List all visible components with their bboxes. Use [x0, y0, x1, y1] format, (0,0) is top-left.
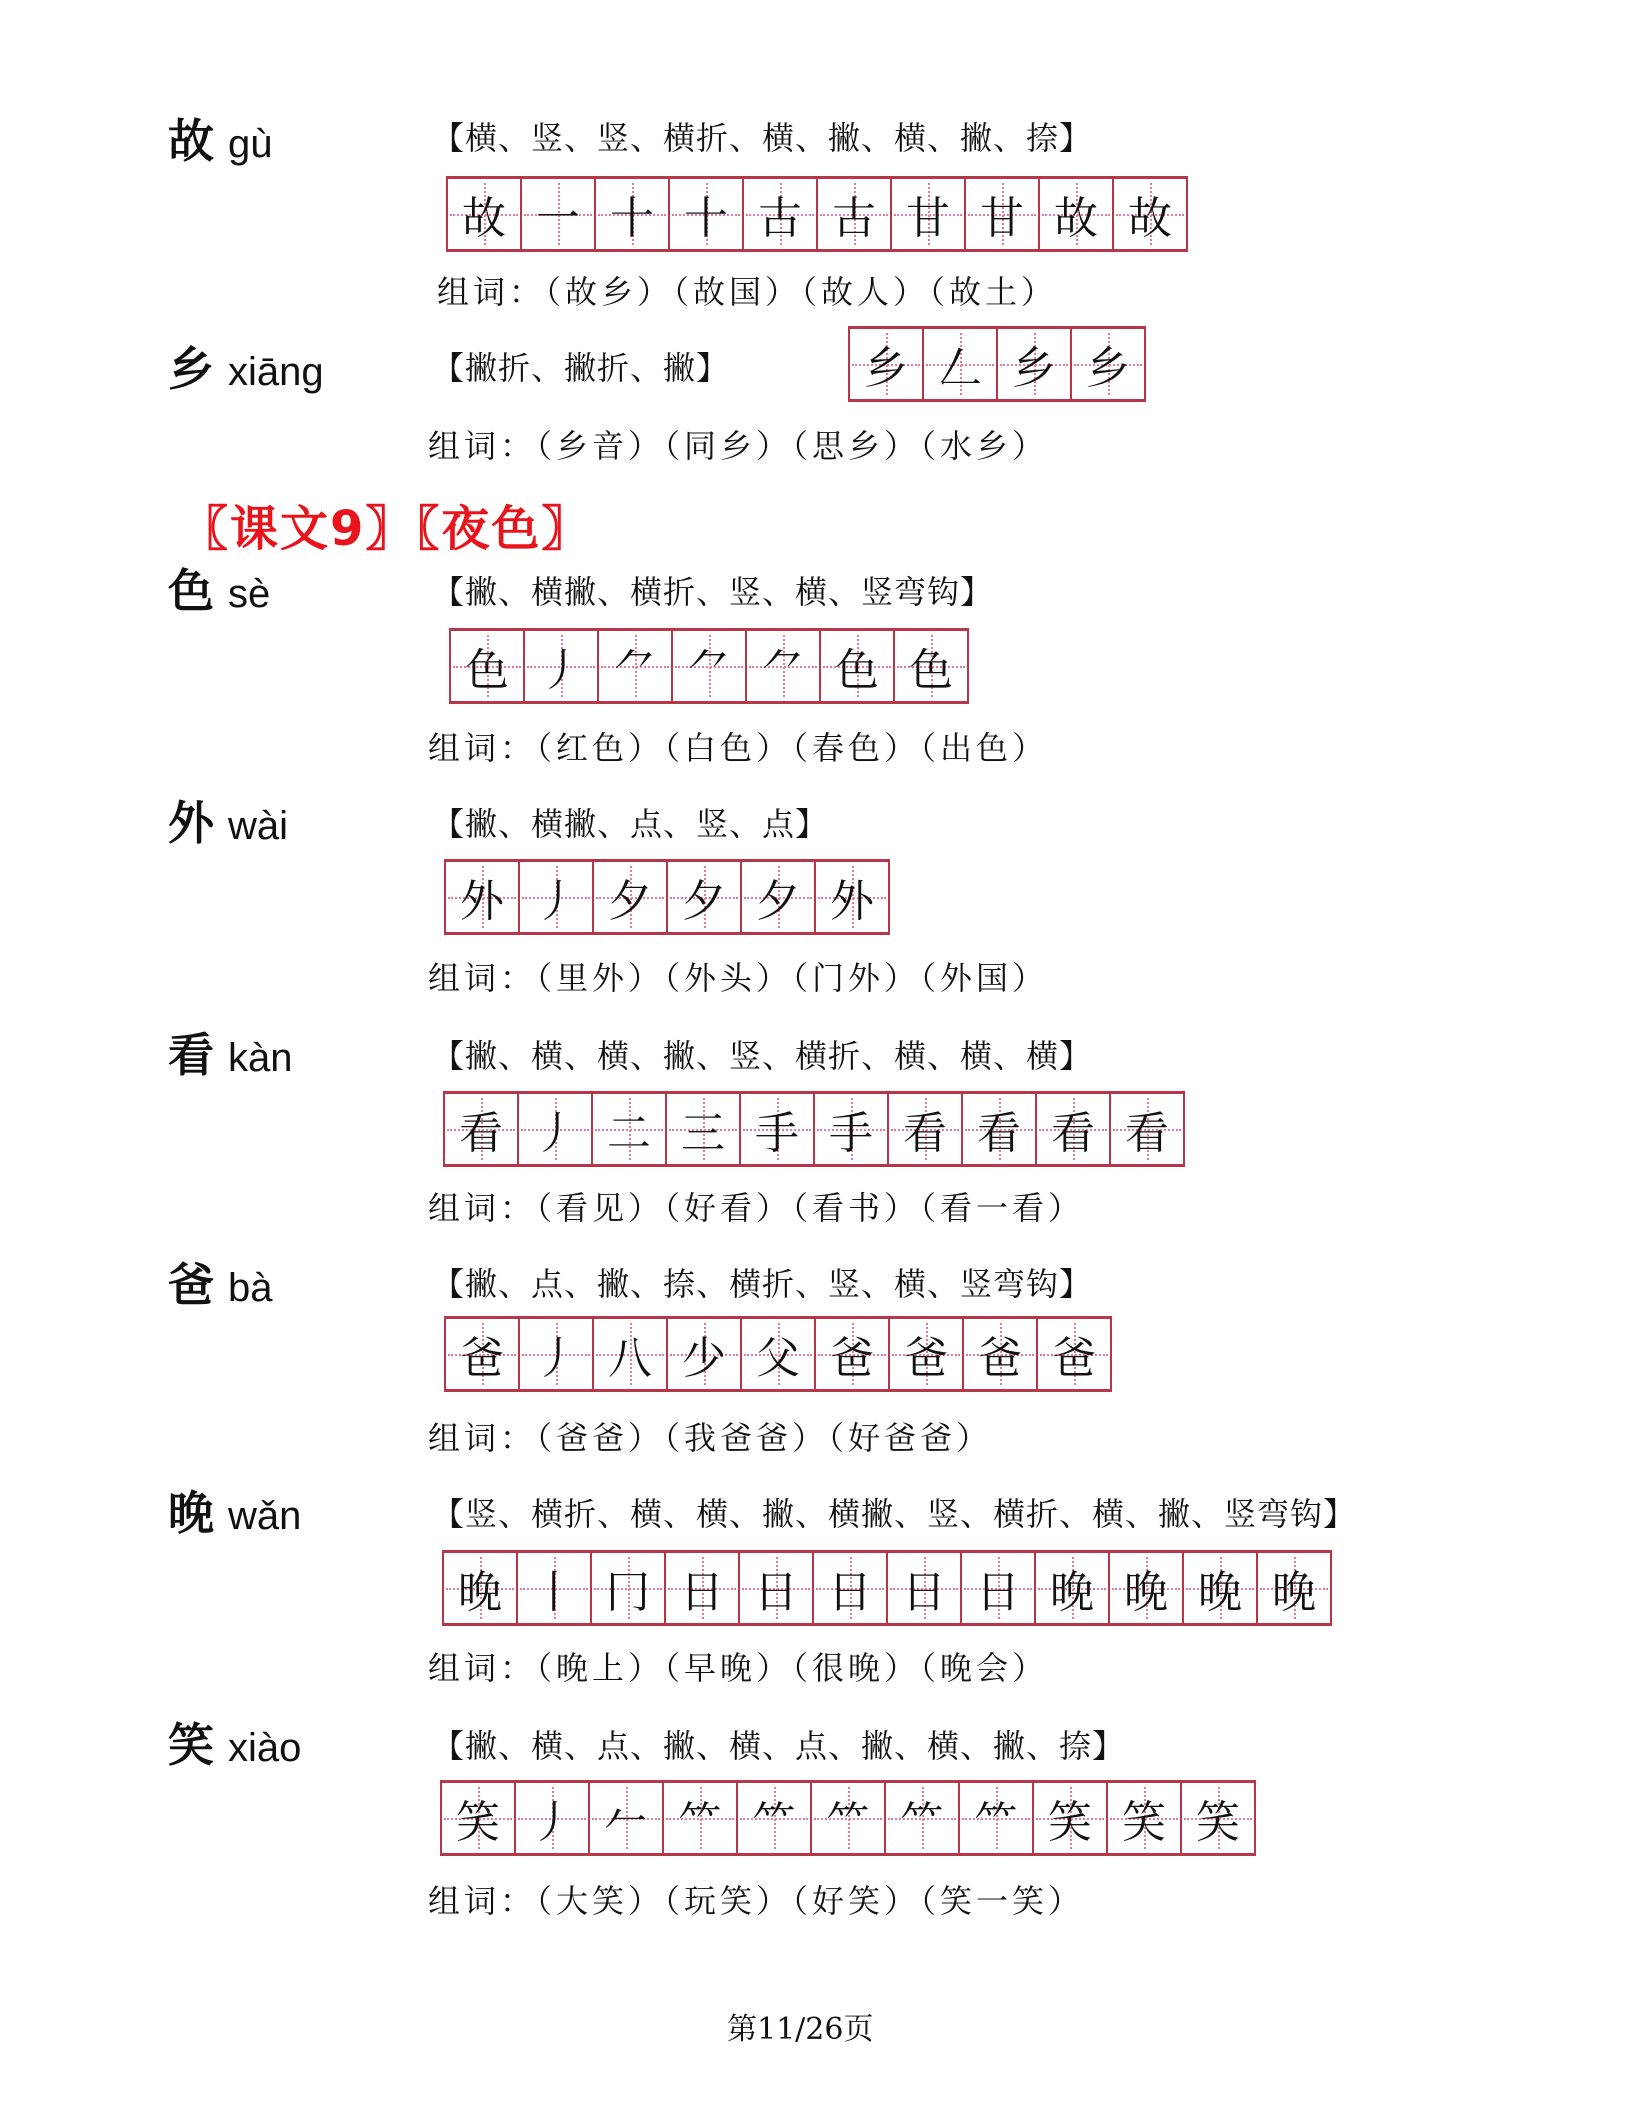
stroke-step-cell: [890, 1319, 964, 1389]
stroke-step-glyph: 笑: [456, 1797, 500, 1848]
stroke-step-cell: [895, 631, 969, 701]
stroke-order-text: 【撇、点、撇、捺、横折、竖、横、竖弯钩】: [432, 1265, 1093, 1303]
stroke-step-cell: [964, 1319, 1038, 1389]
stroke-step-glyph: 日: [828, 1567, 872, 1618]
stroke-step-glyph: 乡: [1012, 343, 1056, 394]
stroke-order-text: 【撇、横、点、撇、横、点、撇、横、撇、捺】: [432, 1727, 1126, 1765]
stroke-step-cell: [963, 1094, 1037, 1164]
stroke-step-cell: [962, 1553, 1036, 1623]
stroke-grid: [446, 176, 1188, 252]
stroke-step-cell: [664, 1783, 738, 1853]
stroke-step-cell: [522, 179, 596, 249]
stroke-step-glyph: ⺮: [752, 1797, 796, 1848]
stroke-step-cell: [670, 179, 744, 249]
stroke-step-cell: [741, 1094, 815, 1164]
stroke-step-cell: [1184, 1553, 1258, 1623]
stroke-step-cell: [1038, 1319, 1112, 1389]
stroke-step-cell: [738, 1783, 812, 1853]
entry-ba-header: [168, 1258, 273, 1312]
stroke-grid: [848, 326, 1146, 402]
stroke-step-glyph: 故: [1054, 193, 1098, 244]
entry-wai-header: [168, 796, 289, 850]
entry-se-header: [168, 564, 271, 618]
stroke-step-cell: [520, 862, 594, 932]
stroke-step-glyph: 外: [830, 876, 874, 927]
word-list: 组词：（里外）（外头）（门外）（外国）: [428, 959, 1049, 997]
stroke-step-glyph: 看: [1051, 1108, 1095, 1159]
stroke-step-glyph: 笑: [1196, 1797, 1240, 1848]
stroke-step-glyph: 晚: [458, 1567, 502, 1618]
stroke-step-glyph: 手: [755, 1108, 799, 1159]
stroke-step-glyph: 日: [680, 1567, 724, 1618]
entry-pinyin: wǎn: [228, 1494, 302, 1538]
stroke-step-glyph: ⺮: [900, 1797, 944, 1848]
entry-char: 笑: [168, 1718, 214, 1772]
stroke-step-cell: [666, 1553, 740, 1623]
stroke-step-glyph: 丿: [534, 1333, 578, 1384]
entry-pinyin: gù: [228, 122, 273, 166]
stroke-step-cell: [1182, 1783, 1256, 1853]
stroke-step-glyph: ⺈: [761, 645, 805, 696]
entry-pinyin: xiāng: [228, 350, 324, 394]
stroke-order-text: 【撇折、撇折、撇】: [432, 349, 730, 387]
stroke-grid: [444, 859, 890, 935]
stroke-step-cell: [814, 1553, 888, 1623]
stroke-step-cell: [446, 862, 520, 932]
stroke-step-cell: [821, 631, 895, 701]
stroke-step-cell: [740, 1553, 814, 1623]
stroke-step-cell: [593, 1094, 667, 1164]
stroke-step-glyph: 爸: [904, 1333, 948, 1384]
stroke-step-cell: [519, 1094, 593, 1164]
stroke-step-glyph: 笑: [1048, 1797, 1092, 1848]
entry-pinyin: wài: [228, 804, 289, 848]
stroke-step-glyph: 𠂉: [604, 1797, 648, 1848]
entry-pinyin: bà: [228, 1266, 273, 1310]
stroke-step-glyph: 三: [681, 1108, 725, 1159]
stroke-step-cell: [960, 1783, 1034, 1853]
stroke-step-glyph: 看: [459, 1108, 503, 1159]
word-list: 组词：（乡音）（同乡）（思乡）（水乡）: [428, 427, 1049, 465]
stroke-step-cell: [744, 179, 818, 249]
stroke-step-glyph: 爸: [1052, 1333, 1096, 1384]
stroke-step-cell: [445, 1094, 519, 1164]
word-list: 组词：（看见）（好看）（看书）（看一看）: [428, 1189, 1085, 1227]
stroke-step-glyph: ⺈: [613, 645, 657, 696]
stroke-step-glyph: 故: [462, 193, 506, 244]
stroke-step-glyph: 色: [465, 645, 509, 696]
stroke-step-glyph: 十: [610, 193, 654, 244]
stroke-step-cell: [924, 329, 998, 399]
stroke-step-cell: [594, 1319, 668, 1389]
stroke-step-cell: [888, 1553, 962, 1623]
stroke-step-cell: [818, 179, 892, 249]
stroke-step-glyph: 晚: [1198, 1567, 1242, 1618]
stroke-step-cell: [850, 329, 924, 399]
stroke-step-cell: [592, 1553, 666, 1623]
entry-char: 色: [168, 564, 214, 618]
stroke-step-cell: [596, 179, 670, 249]
stroke-step-glyph: 看: [1125, 1108, 1169, 1159]
entry-char: 看: [168, 1028, 214, 1082]
stroke-step-glyph: 父: [756, 1333, 800, 1384]
stroke-step-cell: [525, 631, 599, 701]
stroke-step-glyph: 乡: [1086, 343, 1130, 394]
stroke-step-cell: [816, 862, 890, 932]
stroke-step-cell: [451, 631, 525, 701]
word-list: 组词：（爸爸）（我爸爸）（好爸爸）: [428, 1419, 993, 1457]
entry-xiao-header: [168, 1718, 302, 1772]
entry-gu-header: [168, 114, 273, 168]
stroke-step-cell: [1114, 179, 1188, 249]
stroke-step-cell: [1108, 1783, 1182, 1853]
entry-char: 乡: [168, 342, 214, 396]
stroke-step-cell: [1110, 1553, 1184, 1623]
stroke-step-cell: [816, 1319, 890, 1389]
stroke-step-glyph: 爸: [460, 1333, 504, 1384]
stroke-step-cell: [742, 862, 816, 932]
stroke-step-cell: [594, 862, 668, 932]
stroke-order-text: 【撇、横撇、横折、竖、横、竖弯钩】: [432, 573, 994, 611]
stroke-step-cell: [747, 631, 821, 701]
stroke-grid: [444, 1316, 1112, 1392]
stroke-step-glyph: ⺈: [687, 645, 731, 696]
stroke-step-cell: [998, 329, 1072, 399]
word-list: 组词：（晚上）（早晚）（很晚）（晚会）: [428, 1649, 1049, 1687]
stroke-step-cell: [1034, 1783, 1108, 1853]
stroke-step-glyph: 看: [903, 1108, 947, 1159]
entry-pinyin: kàn: [228, 1036, 293, 1080]
stroke-step-glyph: 八: [608, 1333, 652, 1384]
entry-char: 外: [168, 796, 214, 850]
stroke-order-text: 【撇、横、横、撇、竖、横折、横、横、横】: [432, 1037, 1093, 1075]
stroke-step-glyph: 甘: [980, 193, 1024, 244]
stroke-step-glyph: 一: [536, 193, 580, 244]
lesson-heading: 〖课文9〗〖夜色〗: [180, 501, 592, 557]
stroke-step-cell: [1072, 329, 1146, 399]
stroke-step-glyph: 丨: [532, 1567, 576, 1618]
stroke-step-glyph: 手: [829, 1108, 873, 1159]
stroke-step-glyph: ⺮: [974, 1797, 1018, 1848]
stroke-step-glyph: 夕: [682, 876, 726, 927]
stroke-step-cell: [1258, 1553, 1332, 1623]
stroke-step-cell: [1037, 1094, 1111, 1164]
stroke-step-glyph: 爸: [830, 1333, 874, 1384]
stroke-grid: [440, 1780, 1256, 1856]
entry-char: 故: [168, 114, 214, 168]
stroke-step-glyph: 二: [607, 1108, 651, 1159]
word-list: 组词：（故乡）（故国）（故人）（故土）: [437, 273, 1058, 311]
entry-wan-header: [168, 1486, 302, 1540]
stroke-step-glyph: 故: [1128, 193, 1172, 244]
entry-pinyin: sè: [228, 572, 271, 616]
stroke-step-cell: [892, 179, 966, 249]
stroke-step-cell: [668, 862, 742, 932]
stroke-step-cell: [667, 1094, 741, 1164]
stroke-step-cell: [444, 1553, 518, 1623]
stroke-step-cell: [1111, 1094, 1185, 1164]
stroke-step-glyph: 日: [754, 1567, 798, 1618]
stroke-step-glyph: 爸: [978, 1333, 1022, 1384]
stroke-grid: [442, 1550, 1332, 1626]
stroke-step-cell: [446, 1319, 520, 1389]
entry-pinyin: xiào: [228, 1726, 302, 1770]
stroke-step-glyph: 夕: [756, 876, 800, 927]
stroke-step-glyph: 冂: [606, 1567, 650, 1618]
stroke-order-text: 【竖、横折、横、横、撇、横撇、竖、横折、横、撇、竖弯钩】: [432, 1495, 1357, 1533]
stroke-step-cell: [516, 1783, 590, 1853]
stroke-step-glyph: 十: [684, 193, 728, 244]
stroke-order-text: 【横、竖、竖、横折、横、撇、横、撇、捺】: [432, 119, 1093, 157]
stroke-step-glyph: ⺮: [678, 1797, 722, 1848]
stroke-step-cell: [673, 631, 747, 701]
stroke-step-cell: [886, 1783, 960, 1853]
stroke-step-glyph: 丿: [533, 1108, 577, 1159]
stroke-step-cell: [815, 1094, 889, 1164]
stroke-step-cell: [889, 1094, 963, 1164]
stroke-step-glyph: 丿: [530, 1797, 574, 1848]
stroke-step-glyph: 看: [977, 1108, 1021, 1159]
stroke-step-glyph: 古: [832, 193, 876, 244]
stroke-step-glyph: 夕: [608, 876, 652, 927]
entry-xiang-header: [168, 342, 324, 396]
stroke-step-glyph: 色: [909, 645, 953, 696]
stroke-step-cell: [442, 1783, 516, 1853]
stroke-grid: [449, 628, 969, 704]
stroke-step-cell: [520, 1319, 594, 1389]
stroke-step-glyph: 日: [976, 1567, 1020, 1618]
stroke-step-glyph: 甘: [906, 193, 950, 244]
stroke-step-glyph: 晚: [1050, 1567, 1094, 1618]
stroke-step-cell: [599, 631, 673, 701]
stroke-step-cell: [590, 1783, 664, 1853]
stroke-step-glyph: 古: [758, 193, 802, 244]
stroke-step-glyph: 笑: [1122, 1797, 1166, 1848]
stroke-step-glyph: 色: [835, 645, 879, 696]
page-number: 第11/26页: [727, 2012, 874, 2047]
stroke-step-cell: [966, 179, 1040, 249]
stroke-step-cell: [742, 1319, 816, 1389]
stroke-step-glyph: 乡: [864, 343, 908, 394]
stroke-step-glyph: 日: [902, 1567, 946, 1618]
stroke-step-glyph: ⺮: [826, 1797, 870, 1848]
word-list: 组词：（大笑）（玩笑）（好笑）（笑一笑）: [428, 1882, 1085, 1920]
stroke-order-text: 【撇、横撇、点、竖、点】: [432, 805, 829, 843]
stroke-grid: [443, 1091, 1185, 1167]
stroke-step-glyph: 外: [460, 876, 504, 927]
stroke-step-glyph: 少: [682, 1333, 726, 1384]
stroke-step-glyph: 𠃋: [938, 343, 982, 394]
stroke-step-glyph: 晚: [1124, 1567, 1168, 1618]
stroke-step-glyph: 丿: [534, 876, 578, 927]
entry-char: 爸: [168, 1258, 214, 1312]
stroke-step-glyph: 丿: [539, 645, 583, 696]
stroke-step-cell: [668, 1319, 742, 1389]
stroke-step-cell: [518, 1553, 592, 1623]
stroke-step-cell: [448, 179, 522, 249]
stroke-step-cell: [1036, 1553, 1110, 1623]
word-list: 组词：（红色）（白色）（春色）（出色）: [428, 729, 1049, 767]
stroke-step-glyph: 晚: [1272, 1567, 1316, 1618]
stroke-step-cell: [812, 1783, 886, 1853]
entry-kan-header: [168, 1028, 293, 1082]
entry-char: 晚: [168, 1486, 214, 1540]
stroke-step-cell: [1040, 179, 1114, 249]
